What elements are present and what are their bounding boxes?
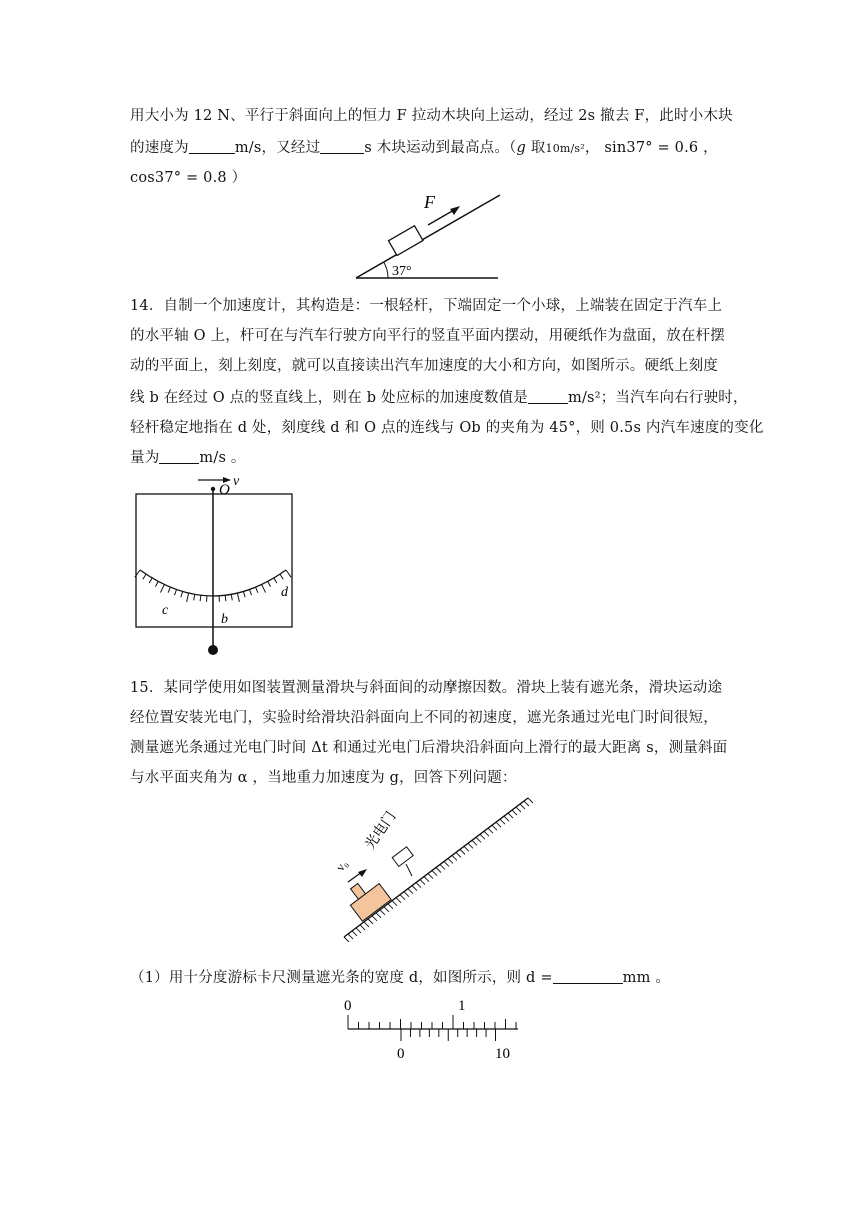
hatch-line <box>400 895 405 900</box>
answer-blank-velocity[interactable] <box>189 139 235 154</box>
hatch-line <box>416 883 421 888</box>
scale-tick <box>225 595 226 601</box>
incline-block-figure <box>350 188 510 282</box>
hatch-line <box>444 861 449 866</box>
q14-line3: 动的平面上，刻上刻度，就可以直接读出汽车加速度的大小和方向，如图所示。硬纸上刻度 <box>130 358 718 374</box>
hatch-line <box>456 852 461 857</box>
q14-line1: 14．自制一个加速度计，其构造是：一根轻杆，下端固定一个小球，上端装在固定于汽车上 <box>130 298 723 314</box>
answer-blank-width[interactable] <box>553 969 623 984</box>
hatch-line <box>368 919 373 924</box>
hatch-line <box>524 801 529 806</box>
hatch-line <box>496 822 501 827</box>
hatch-line <box>492 825 497 830</box>
hatch-line <box>344 937 349 942</box>
cardboard-dial <box>136 494 292 627</box>
hatch-line <box>504 816 509 821</box>
hatch-line <box>396 898 401 903</box>
hatch-line <box>424 877 429 882</box>
velocity-label: v <box>233 474 240 489</box>
q14-line5: 轻杆稳定地指在 d 处，刻度线 d 和 O 点的连线与 Ob 的夹角为 45°，则 0.5s 内汽车速度的变化 <box>130 420 764 436</box>
hatch-line <box>364 922 369 927</box>
hatch-line <box>388 904 393 909</box>
hatch-line <box>428 874 433 879</box>
pivot-label: O <box>219 482 230 498</box>
vernier-caliper-figure <box>336 994 526 1064</box>
hatch-line <box>384 907 389 912</box>
q13-line3: cos37° = 0.8 ） <box>130 170 247 186</box>
q13-text-d: 取 <box>525 140 546 156</box>
vernier-0-label: 0 <box>397 1046 405 1062</box>
hatch-line <box>520 804 525 809</box>
q13-text-a: 的速度为 <box>130 140 189 156</box>
hatch-line <box>528 798 533 803</box>
q14-text-b2: m/s 。 <box>199 450 246 466</box>
hatch-line <box>460 849 465 854</box>
answer-blank-time[interactable] <box>320 139 364 154</box>
vernier-scale-ticks <box>401 1029 496 1041</box>
hatch-line <box>464 846 469 851</box>
q13-g-value: 10m/s² <box>545 142 585 155</box>
q13-text-b: m/s，又经过 <box>234 140 321 156</box>
q13-text-f: ， sin37° = 0.6 ， <box>584 140 718 156</box>
hatch-line <box>500 819 505 824</box>
main-scale-0-label: 0 <box>344 998 352 1014</box>
q15-line1: 15．某同学使用如图装置测量滑块与斜面间的动摩擦因数。滑块上装有遮光条，滑块运动途 <box>130 680 723 696</box>
q13-g: g <box>516 140 526 156</box>
hatch-line <box>480 834 485 839</box>
hatch-line <box>420 880 425 885</box>
hatch-line <box>476 837 481 842</box>
hatch-line <box>376 913 381 918</box>
hatch-line <box>440 864 445 869</box>
q14-line6 <box>130 446 246 467</box>
photogate-label: 光电门 <box>362 809 400 853</box>
main-scale-ticks <box>348 1015 516 1029</box>
hatch-line <box>512 810 517 815</box>
hatch-line <box>468 843 473 848</box>
hatch-line <box>356 928 361 933</box>
hatch-line <box>408 889 413 894</box>
hatch-line <box>380 910 385 915</box>
block <box>389 226 423 256</box>
q13-line2 <box>130 136 718 157</box>
hatch-line <box>372 916 377 921</box>
hatch-line <box>484 831 489 836</box>
hatch-line <box>508 813 513 818</box>
force-arrowhead <box>450 206 460 215</box>
q13-line1: 用大小为 12 N、平行于斜面向上的恒力 F 拉动木块向上运动，经过 2s 撤去 F，此时小木块 <box>130 108 733 124</box>
angle-label: 37° <box>392 264 412 279</box>
q15-sub1 <box>130 966 670 987</box>
hatch-line <box>448 858 453 863</box>
q15-sub1-text-a: （1）用十分度游标卡尺测量遮光条的宽度 d，如图所示，则 d = <box>130 970 553 986</box>
answer-blank-acceleration[interactable] <box>528 389 568 404</box>
photogate-stand <box>406 864 412 876</box>
hatch-line <box>452 855 457 860</box>
q14-line4 <box>130 386 748 407</box>
q15-sub1-text-b: mm 。 <box>622 970 671 986</box>
hatch-line <box>392 901 397 906</box>
slope-hatching <box>344 798 533 942</box>
q14-line2: 的水平轴 O 上，杆可在与汽车行驶方向平行的竖直平面内摆动，用硬纸作为盘面，放在杆摆 <box>130 328 726 344</box>
hatch-line <box>412 886 417 891</box>
hatch-line <box>516 807 521 812</box>
hatch-line <box>488 828 493 833</box>
hatch-line <box>360 925 365 930</box>
q13-text-c: s 木块运动到最高点。（ <box>364 140 517 156</box>
angle-arc <box>384 262 388 278</box>
mark-d-label: d <box>281 585 288 600</box>
photogate-figure <box>330 792 540 942</box>
hatch-line <box>352 931 357 936</box>
hatch-line <box>432 871 437 876</box>
mark-c-label: c <box>162 603 169 618</box>
main-scale-1-label: 1 <box>458 998 466 1014</box>
vernier-10-label: 10 <box>495 1046 510 1062</box>
q14-text-a2: 量为 <box>130 450 160 466</box>
q14-text-a: 线 b 在经过 O 点的竖直线上，则在 b 处应标的加速度数值是 <box>130 390 529 406</box>
force-arrow <box>428 210 454 225</box>
q15-line2: 经位置安装光电门，实验时给滑块沿斜面向上不同的初速度，遮光条通过光电门时间很短， <box>130 710 718 726</box>
v0-arrowhead <box>358 869 367 877</box>
force-label: F <box>424 192 435 212</box>
v0-label: v₀ <box>332 857 351 874</box>
ball <box>208 645 218 655</box>
photogate <box>392 847 413 867</box>
hatch-line <box>436 868 441 873</box>
q15-line4: 与水平面夹角为 α ，当地重力加速度为 g，回答下列问题： <box>130 770 517 786</box>
hatch-line <box>404 892 409 897</box>
q14-text-b: m/s²；当汽车向右行驶时， <box>568 390 748 406</box>
answer-blank-velocity-change[interactable] <box>159 449 199 464</box>
q15-line3: 测量遮光条通过光电门时间 Δt 和通过光电门后滑块沿斜面向上滑行的最大距离 s，测量斜面 <box>130 740 728 756</box>
accelerometer-figure <box>130 472 300 662</box>
scale-tick <box>200 595 201 601</box>
mark-b-label: b <box>221 612 228 627</box>
hatch-line <box>472 840 477 845</box>
hatch-line <box>348 934 353 939</box>
